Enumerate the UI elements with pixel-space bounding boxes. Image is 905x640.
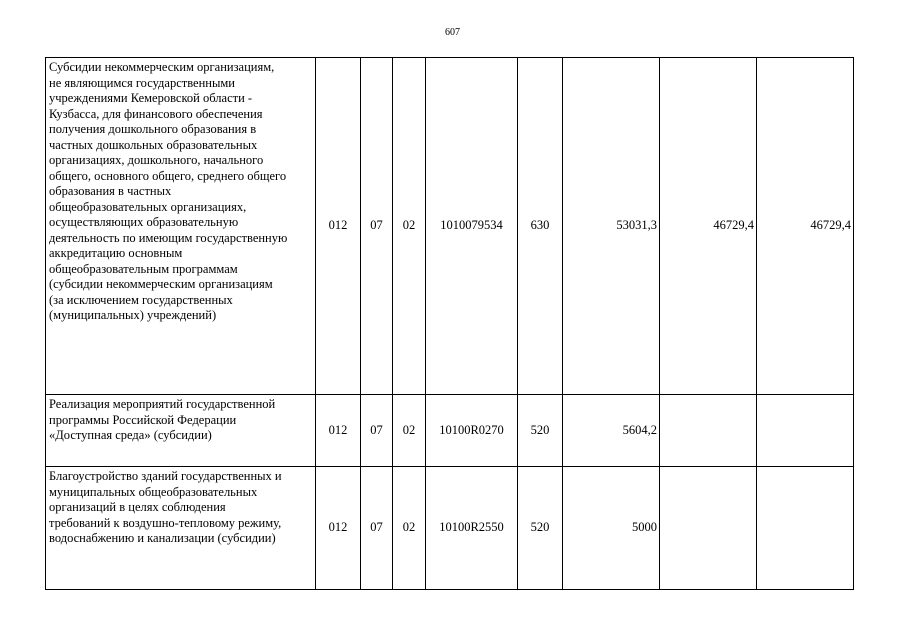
row-description: Субсидии некоммерческим организациям, не являющимся государственными учреждениями Кемеровской области - Кузбасса, для финансового обеспечения получения дошкольного образования в частных дошкольных образовательных организациях, дошкольного, начального общего, основного общего, среднего общего образования в частных общеобразовательных организациях, осуществляющих образовательную деятельность по имеющим государственную аккредитацию основным общеобразовательным программам (субсидии некоммерческим организациям (за исключением государственных (муниципальных) учреждений) [49, 60, 288, 322]
amount-1-cell: 5604,2 [563, 395, 660, 467]
amount-1-cell: 5000 [563, 467, 660, 590]
expense-type-cell: 520 [518, 395, 563, 467]
amount-2-cell: 46729,4 [660, 58, 757, 395]
table-row [46, 467, 854, 590]
ministry-code-cell: 012 [316, 58, 361, 395]
amount-3-cell [757, 467, 854, 590]
ministry-code-cell: 012 [316, 467, 361, 590]
amount-3-cell [757, 395, 854, 467]
expense-type-cell: 520 [518, 467, 563, 590]
section-code-cell: 07 [361, 58, 393, 395]
section-code-cell: 07 [361, 395, 393, 467]
expense-type-cell: 630 [518, 58, 563, 395]
section-code-cell: 07 [361, 467, 393, 590]
amount-3-cell: 46729,4 [757, 58, 854, 395]
amount-2-cell [660, 395, 757, 467]
target-article-cell: 10100R0270 [426, 395, 518, 467]
amount-2-cell [660, 467, 757, 590]
row-description-cell [46, 395, 316, 467]
table-row [46, 58, 854, 395]
subsection-code-cell: 02 [393, 467, 426, 590]
row-description-cell [46, 467, 316, 590]
target-article-cell: 10100R2550 [426, 467, 518, 590]
amount-1-cell: 53031,3 [563, 58, 660, 395]
row-description: Реализация мероприятий государственной программы Российской Федерации «Доступная среда» (субсидии) [49, 397, 276, 442]
row-description-cell [46, 58, 316, 395]
subsection-code-cell: 02 [393, 58, 426, 395]
subsection-code-cell: 02 [393, 395, 426, 467]
row-description: Благоустройство зданий государственных и муниципальных общеобразовательных организаций в целях соблюдения требований к воздушно-тепловому режиму, водоснабжению и канализации (субсидии) [49, 469, 282, 545]
table-row [46, 395, 854, 467]
budget-table [45, 57, 854, 590]
ministry-code-cell: 012 [316, 395, 361, 467]
page-number: 607 [445, 27, 460, 38]
target-article-cell: 1010079534 [426, 58, 518, 395]
